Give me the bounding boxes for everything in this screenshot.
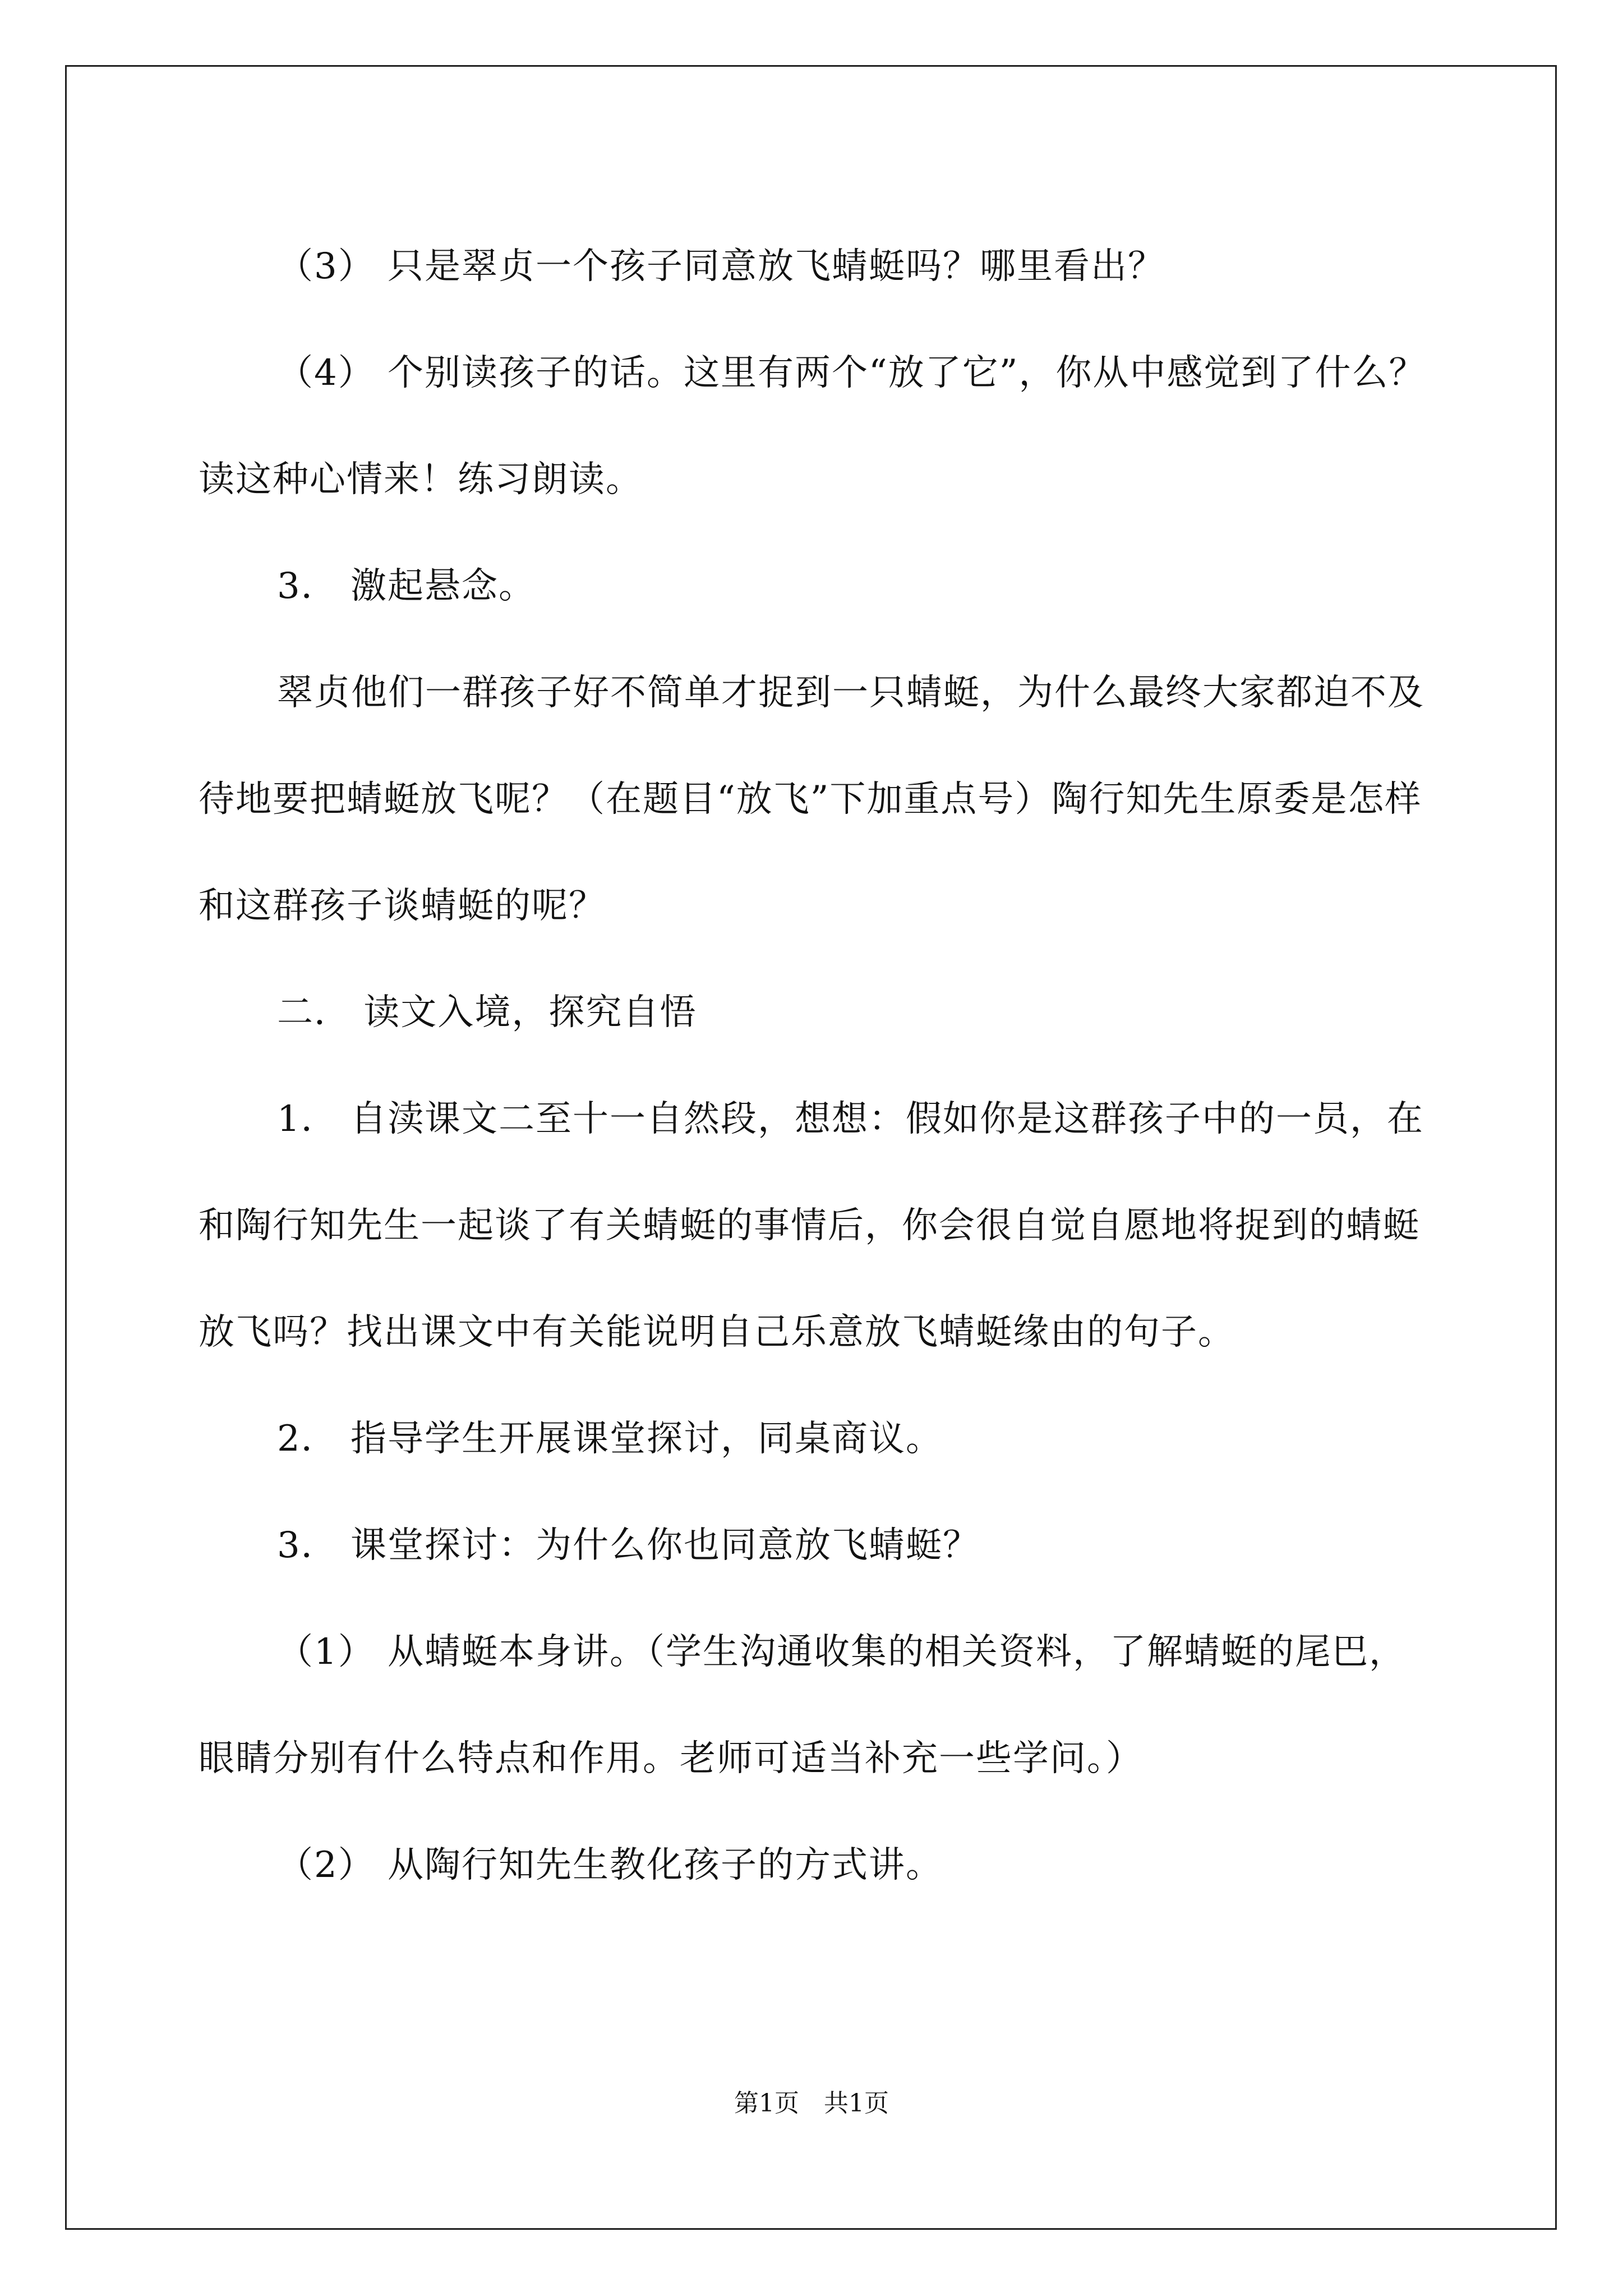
paragraph-7: 2． 指导学生开展课堂探讨，同桌商议。 — [277, 1418, 943, 1460]
document-body — [199, 213, 1432, 1918]
paragraph-3: 3． 激起悬念。 — [277, 565, 536, 607]
paragraph-6: 1． 自渎课文二至十一自然段，想想：假如你是这群孩子中的一员，在和陶行知先生一起谈了有关蜻蜓的事情后，你会很自觉自愿地将捉到的蜻蜓放飞吗？找出课文中有关能说明自己乐意放飞蜻蜓缘由的句子。 — [199, 1098, 1424, 1353]
paragraph-1: （3） 只是翠贞一个孩子同意放飞蜻蜓吗？哪里看出？ — [277, 246, 1165, 287]
paragraph-9: （1） 从蜻蜓本身讲。（学生沟通收集的相关资料，了解蜻蜓的尾巴，眼睛分别有什么特点和作用。老师可适当补充一些学问。） — [199, 1631, 1407, 1779]
paragraph-2: （4） 个别读孩子的话。这里有两个“放了它”，你从中感觉到了什么？读这种心情来！练习朗读。 — [199, 352, 1426, 500]
paragraph-5: 二． 读文入境，探究自悟 — [277, 992, 697, 1033]
paragraph-10: （2） 从陶行知先生教化孩子的方式讲。 — [277, 1844, 943, 1886]
paragraph-4: 翠贞他们一群孩子好不简单才捉到一只蜻蜓，为什么最终大家都迫不及待地要把蜻蜓放飞呢？（在题目“放飞”下加重点号）陶行知先生原委是怎样和这群孩子谈蜻蜓的呢？ — [199, 672, 1424, 927]
paragraph-8: 3． 课堂探讨：为什么你也同意放飞蜻蜓？ — [277, 1525, 980, 1566]
page-footer: 第1页 共1页 — [734, 2089, 889, 2118]
